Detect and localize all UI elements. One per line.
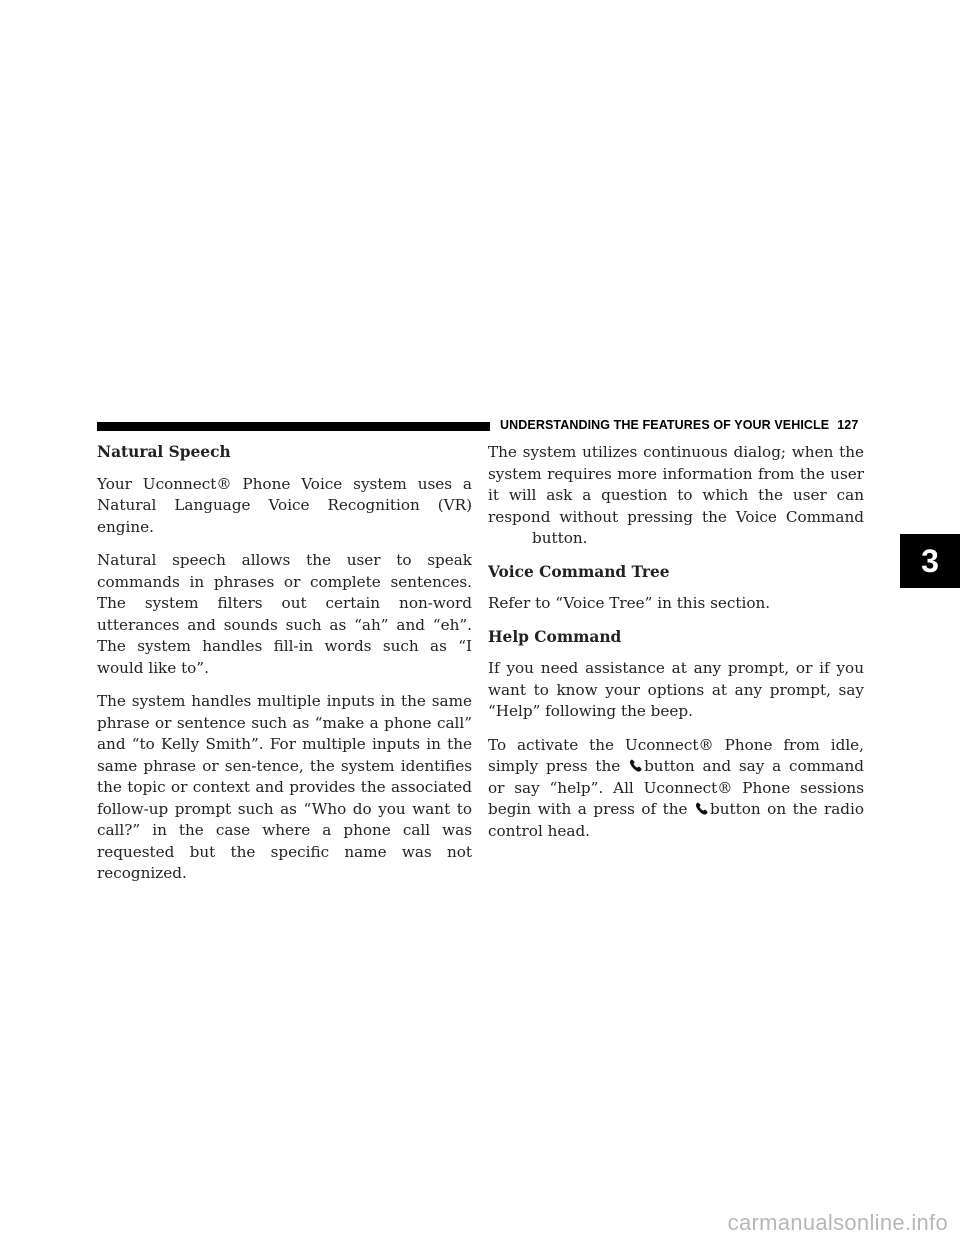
paragraph-text: The system utilizes continuous dialog; when the system requires more information from the user it will ask a question to which the user can respond without pressing the Voice Command xyxy=(488,443,864,526)
activate-phone-paragraph xyxy=(488,735,864,843)
phone-icon xyxy=(694,801,710,815)
paragraph-text: button. xyxy=(532,529,588,547)
watermark: carmanualsonline.info xyxy=(727,1210,948,1235)
left-column xyxy=(97,442,472,897)
voice-command-tree-heading: Voice Command Tree xyxy=(488,562,670,581)
running-header xyxy=(500,418,858,432)
header-rule xyxy=(97,422,490,431)
natural-speech-heading: Natural Speech xyxy=(97,443,231,461)
section-title: UNDERSTANDING THE FEATURES OF YOUR VEHICLE xyxy=(500,418,830,432)
chapter-tab: 3 xyxy=(900,534,960,588)
help-command-heading: Help Command xyxy=(488,627,622,646)
paragraph-text: button on the radio control head. xyxy=(488,800,865,840)
phone-icon xyxy=(628,758,644,772)
paragraph: Refer to “Voice Tree” in this section. xyxy=(488,594,771,612)
paragraph-text: button and say a command or say “help”. All Uconnect® Phone sessions begin with a press of the xyxy=(488,757,864,818)
paragraph: If you need assistance at any prompt, or if you want to know your options at any prompt, say “Help” following the beep. xyxy=(488,659,864,720)
paragraph: Natural speech allows the user to speak commands in phrases or complete sentences. The system filters out certain non-word utterances and sounds such as “ah” and “eh”. The system handles fill-in words such as “I would like to”. xyxy=(97,551,472,677)
continuous-dialog-paragraph xyxy=(488,442,864,550)
paragraph-text: To activate the Uconnect® Phone from idle, simply press the xyxy=(488,735,864,775)
page-number: 127 xyxy=(837,418,859,432)
paragraph: The system handles multiple inputs in the same phrase or sentence such as “make a phone call” and “to Kelly Smith”. For multiple inputs in the same phrase or sen-tence, the system identifies the topic or context and provides the associated follow-up prompt such as “Who do you want to call?” in the case where a phone call was requested but the specific name was not recognized. xyxy=(97,692,472,882)
paragraph: Your Uconnect® Phone Voice system uses a Natural Language Voice Recognition (VR) engine. xyxy=(97,474,472,536)
right-column xyxy=(488,442,864,854)
